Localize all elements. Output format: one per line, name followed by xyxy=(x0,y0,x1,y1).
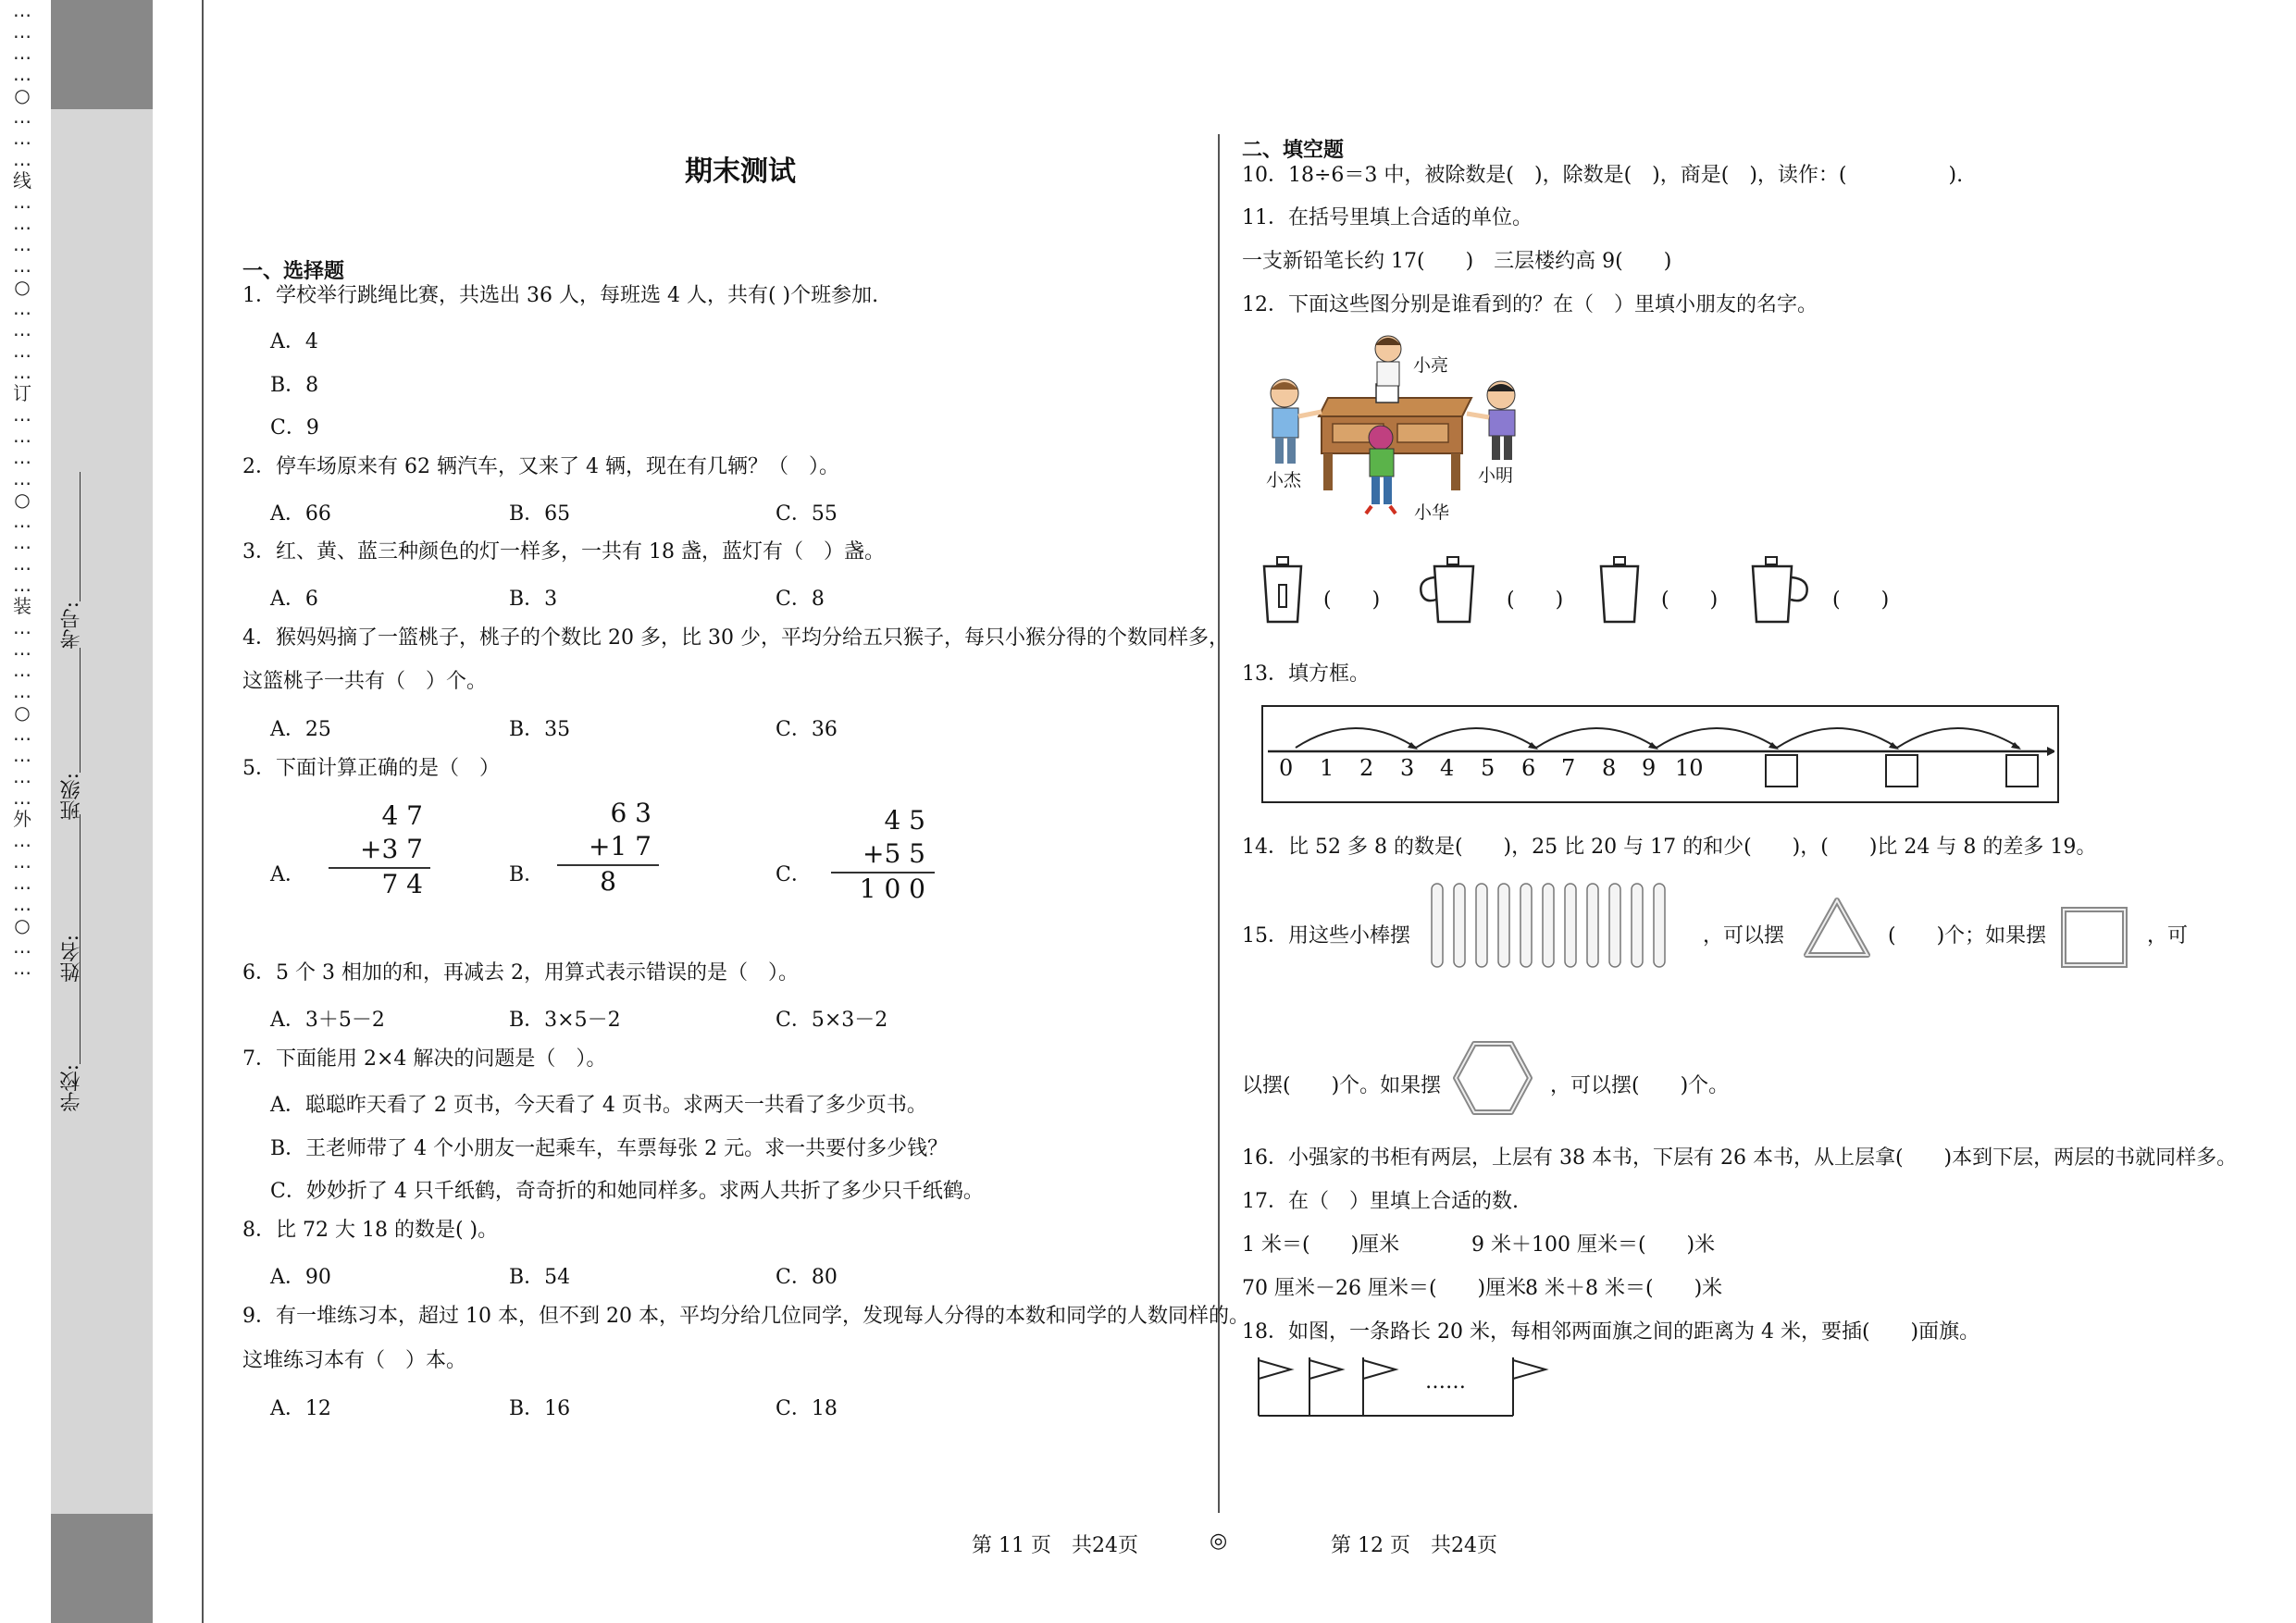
q3-opt-a: A．6 xyxy=(270,588,318,611)
calc-a-res: 7 4 xyxy=(329,867,430,899)
tick-5: 5 xyxy=(1481,755,1496,781)
q6-opt-b: B．3×5－2 xyxy=(509,1009,621,1032)
tick-0: 0 xyxy=(1279,755,1294,781)
q9-opt-a: A．12 xyxy=(270,1397,331,1420)
q3-opt-b: B．3 xyxy=(509,588,558,611)
q12-name-xiaoming: 小明 xyxy=(1478,465,1514,486)
question-14: 14．比 52 多 8 的数是( )，25 比 20 与 17 的和少( )，( )比 24 与 8 的差多 19。 xyxy=(1242,836,2097,859)
question-15d: ，可 xyxy=(2147,924,2189,948)
calc-c-res: 1 0 0 xyxy=(831,872,935,904)
q7-opt-b: B．王老师带了 4 个小朋友一起乘车，车票每张 2 元。求一共要付多少钱？ xyxy=(270,1137,949,1160)
question-9b: 这堆练习本有（ ）本。 xyxy=(242,1349,467,1372)
question-8: 8．比 72 大 18 的数是( )。 xyxy=(242,1219,499,1242)
cup-view-2-icon xyxy=(1416,555,1495,625)
q9-opt-c: C．18 xyxy=(776,1397,838,1420)
question-11b: 一支新铅笔长约 17( ) 三层楼约高 9( ) xyxy=(1242,250,1672,273)
q6-opt-c: C．5×3－2 xyxy=(776,1009,888,1032)
question-11: 11．在括号里填上合适的单位。 xyxy=(1242,206,1533,229)
label-school: 学校: xyxy=(60,1064,83,1112)
tick-6: 6 xyxy=(1521,755,1536,781)
line-exam-no xyxy=(80,472,81,601)
q13-box-3[interactable] xyxy=(2005,754,2039,787)
question-17d: 8 米＋8 米＝( )米 xyxy=(1525,1277,1723,1300)
q5-calc-c xyxy=(831,805,935,904)
q3-opt-c: C．8 xyxy=(776,588,825,611)
line-name xyxy=(80,814,81,935)
question-7: 7．下面能用 2×4 解决的问题是（ ）。 xyxy=(242,1047,607,1071)
question-15c: ( )个；如果摆 xyxy=(1888,924,2047,948)
cup-view-3-blank: ( ) xyxy=(1661,588,1719,612)
question-4a: 4．猴妈妈摘了一篮桃子，桃子的个数比 20 多，比 30 少，平均分给五只猴子，每只小猴分得的个数同样多， xyxy=(242,626,1229,650)
q18-ellipsis: …… xyxy=(1425,1370,1466,1394)
calc-c-top: 4 5 xyxy=(884,805,925,836)
line-class xyxy=(80,648,81,773)
tick-3: 3 xyxy=(1400,755,1415,781)
q15-hexagon-icon xyxy=(1451,1039,1534,1117)
question-5: 5．下面计算正确的是（ ） xyxy=(242,757,500,780)
q7-opt-a: A．聪聪昨天看了 2 页书，今天看了 4 页书。求两天一共看了多少页书。 xyxy=(270,1094,927,1117)
binding-dots: … … … … ○ … … … 线 … … … … ○ … … … … 订 … … … … ○ … … … … 装 … … … … ○ … … … … 外 … … … … ○ … … xyxy=(13,0,31,979)
question-15a: 15．用这些小棒摆 xyxy=(1242,924,1410,948)
q15-square-icon xyxy=(2059,905,2129,970)
q5-opt-c: C． xyxy=(776,863,812,886)
question-13: 13．填方框。 xyxy=(1242,663,1370,686)
question-17c: 70 厘米－26 厘米＝( )厘米 xyxy=(1242,1277,1527,1300)
q13-number-line xyxy=(1268,712,2054,768)
calc-b-mid: +1 7 xyxy=(589,831,652,861)
calc-b-top: 6 3 xyxy=(610,798,652,828)
calc-c-mid: +5 5 xyxy=(863,838,925,869)
question-18: 18．如图，一条路长 20 米，每相邻两面旗之间的距离为 4 米，要插( )面旗。 xyxy=(1242,1320,1980,1344)
q5-calc-b xyxy=(557,798,659,897)
question-9a: 9．有一堆练习本，超过 10 本，但不到 20 本，平均分给几位同学，发现每人分得的本数和同学的人数同样的。 xyxy=(242,1305,1249,1328)
question-17a: 1 米＝( )厘米 xyxy=(1242,1233,1400,1257)
tick-7: 7 xyxy=(1561,755,1576,781)
binding-gray-bottom xyxy=(51,1514,153,1623)
question-2: 2．停车场原来有 62 辆汽车，又来了 4 辆，现在有几辆？（ ）。 xyxy=(242,455,839,478)
q5-opt-b: B． xyxy=(509,863,545,886)
label-class: 班级: xyxy=(60,773,83,821)
q1-opt-c: C．9 xyxy=(270,416,319,440)
q5-opt-a: A． xyxy=(270,863,305,886)
q6-opt-a: A．3＋5－2 xyxy=(270,1009,385,1032)
calc-a-mid: +3 7 xyxy=(360,834,423,864)
q8-opt-a: A．90 xyxy=(270,1266,331,1289)
calc-b-res: 8 xyxy=(557,864,659,897)
tick-1: 1 xyxy=(1320,755,1334,781)
q4-opt-b: B．35 xyxy=(509,718,571,741)
question-3: 3．红、黄、蓝三种颜色的灯一样多，一共有 18 盏，蓝灯有（ ）盏。 xyxy=(242,540,885,564)
q8-opt-b: B．54 xyxy=(509,1266,571,1289)
q13-box-2[interactable] xyxy=(1885,754,1918,787)
q12-name-xiaoliang: 小亮 xyxy=(1413,355,1449,376)
question-16: 16．小强家的书柜有两层，上层有 38 本书，下层有 26 本书，从上层拿( )本到下层，两层的书就同样多。 xyxy=(1242,1146,2238,1170)
q1-opt-b: B．8 xyxy=(270,374,319,397)
footer-page-right: 第 12 页 共24页 xyxy=(1331,1534,1497,1557)
footer-page-left: 第 11 页 共24页 xyxy=(972,1534,1138,1557)
cup-view-4-icon xyxy=(1749,555,1828,625)
q12-name-xiaojie: 小杰 xyxy=(1266,470,1302,490)
calc-a-top: 4 7 xyxy=(381,800,423,831)
section-fill: 二、填空题 xyxy=(1242,139,1345,162)
question-17: 17．在（ ）里填上合适的数. xyxy=(1242,1190,1519,1213)
question-17b: 9 米＋100 厘米＝( )米 xyxy=(1471,1233,1716,1257)
label-exam-no: 考号: xyxy=(60,601,83,650)
question-15f: ，可以摆( )个。 xyxy=(1550,1074,1730,1097)
question-6: 6．5 个 3 相加的和，再减去 2，用算式表示错误的是（ ）。 xyxy=(242,961,799,985)
question-15e: 以摆( )个。如果摆 xyxy=(1242,1074,1442,1097)
q12-table-scene xyxy=(1259,328,1536,527)
question-1: 1．学校举行跳绳比赛，共选出 36 人，每班选 4 人，共有( )个班参加. xyxy=(242,284,879,307)
q1-opt-a: A．4 xyxy=(270,330,318,353)
tick-4: 4 xyxy=(1440,755,1455,781)
q2-opt-a: A．66 xyxy=(270,502,331,526)
cup-view-3-icon xyxy=(1594,555,1649,625)
cup-view-1-blank: ( ) xyxy=(1323,588,1381,612)
q15-triangle-icon xyxy=(1803,896,1871,960)
q8-opt-c: C．80 xyxy=(776,1266,838,1289)
cup-view-2-blank: ( ) xyxy=(1507,588,1564,612)
question-4b: 这篮桃子一共有（ ）个。 xyxy=(242,670,488,693)
q5-calc-a xyxy=(329,800,430,899)
section-choice: 一、选择题 xyxy=(242,260,345,283)
tick-10: 10 xyxy=(1675,755,1704,781)
q7-opt-c: C．妙妙折了 4 只千纸鹤，奇奇折的和她同样多。求两人共折了多少只千纸鹤。 xyxy=(270,1180,984,1203)
q15-sticks-icon xyxy=(1430,879,1684,972)
question-12: 12．下面这些图分别是谁看到的？在（ ）里填小朋友的名字。 xyxy=(1242,293,1818,316)
tick-9: 9 xyxy=(1642,755,1657,781)
q18-flags-icon xyxy=(1254,1353,1559,1418)
cup-view-1-icon xyxy=(1257,555,1312,625)
q9-opt-b: B．16 xyxy=(509,1397,571,1420)
tick-8: 8 xyxy=(1602,755,1617,781)
q12-name-xiaohua: 小华 xyxy=(1414,502,1450,523)
q13-box-1[interactable] xyxy=(1765,754,1798,787)
label-name: 姓名: xyxy=(60,935,83,983)
tick-2: 2 xyxy=(1359,755,1374,781)
q2-opt-c: C．55 xyxy=(776,502,838,526)
page-border xyxy=(202,0,204,1623)
footer-center-mark: ◎ xyxy=(1210,1530,1228,1553)
cup-view-4-blank: ( ) xyxy=(1832,588,1890,612)
q4-opt-a: A．25 xyxy=(270,718,331,741)
page-title: 期末测试 xyxy=(685,155,796,188)
binding-gray-top xyxy=(51,0,153,109)
q4-opt-c: C．36 xyxy=(776,718,838,741)
question-10: 10．18÷6＝3 中，被除数是( )，除数是( )，商是( )，读作：( ). xyxy=(1242,164,1964,187)
q2-opt-b: B．65 xyxy=(509,502,571,526)
question-15b: ，可以摆 xyxy=(1703,924,1785,948)
